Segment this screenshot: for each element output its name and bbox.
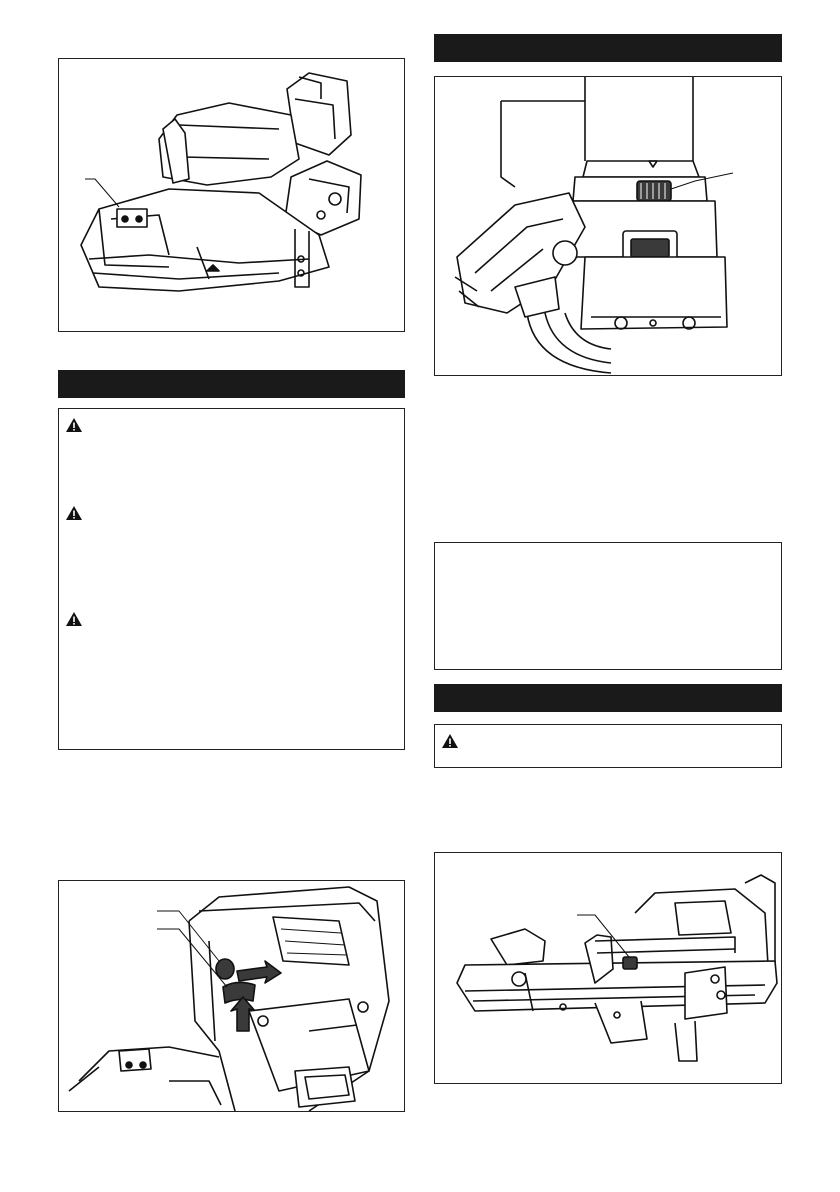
warning-icon	[65, 505, 83, 521]
figure-speed-dial-closeup	[434, 76, 782, 376]
section-bar-top-right	[434, 34, 782, 62]
warning-icon	[65, 417, 83, 433]
blade-guard-illustration	[435, 853, 781, 1083]
section-bar-left	[58, 370, 405, 398]
note-box-right	[434, 542, 782, 670]
warning-box-right	[434, 724, 782, 768]
figure-blade-guard-side	[434, 852, 782, 1084]
switch-lock-illustration	[59, 881, 404, 1111]
figure-switch-lock-closeup	[58, 880, 405, 1112]
speed-dial-illustration	[435, 77, 781, 375]
warning-icon	[65, 611, 83, 627]
bandsaw-illustration	[59, 59, 404, 331]
warning-icon	[441, 733, 459, 749]
section-bar-right-mid	[434, 684, 782, 712]
warning-box-left	[58, 408, 405, 750]
figure-bandsaw-overview	[58, 58, 405, 332]
